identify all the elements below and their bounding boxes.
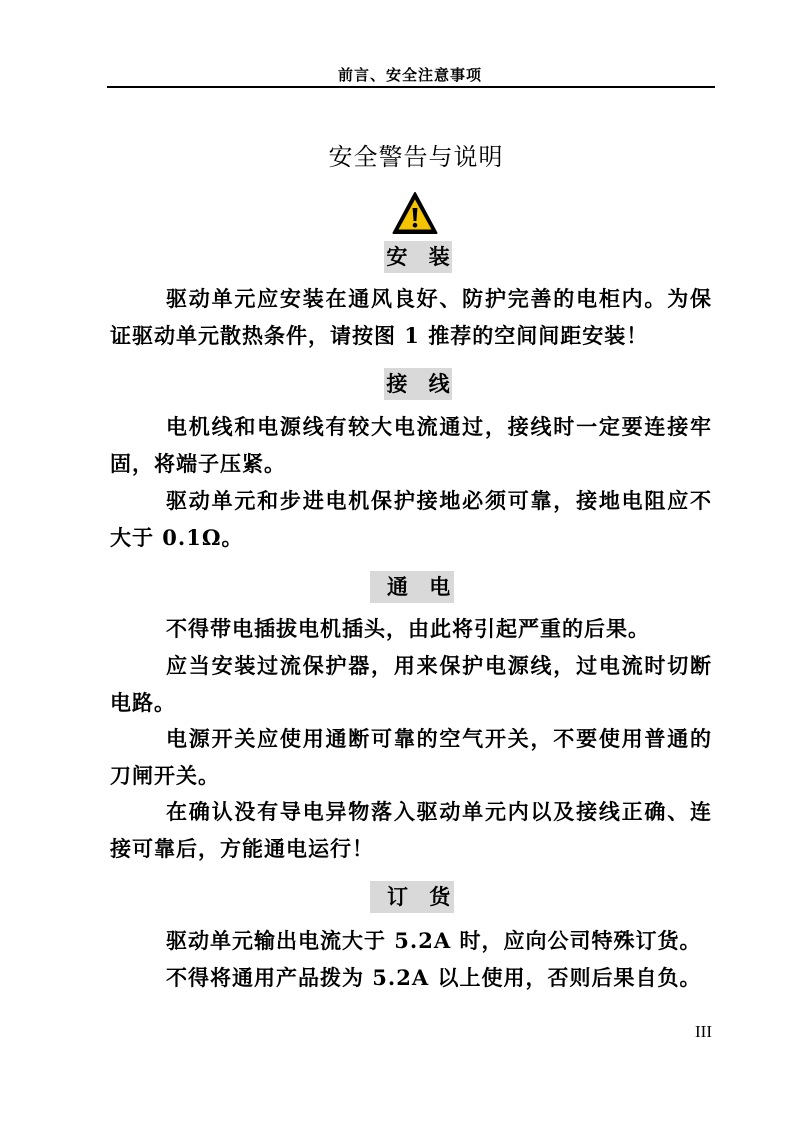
paragraph [110, 647, 712, 721]
paragraph-line: 电源开关应使用通断可靠的空气开关，不要使用普通的 [166, 726, 712, 751]
warning-triangle-icon [392, 191, 438, 235]
paragraph-line: 不得将通用产品拨为 5.2A 以上使用，否则后果自负。 [166, 965, 702, 990]
section-heading-ordering: 订 货 [370, 881, 454, 913]
page-number: III [695, 1022, 712, 1041]
running-header: 前言、安全注意事项 [337, 66, 482, 84]
paragraph-line: 证驱动单元散热条件，请按图 1 推荐的空间间距安装！ [110, 323, 649, 348]
header-rule [107, 86, 715, 88]
paragraph-line: 在确认没有导电异物落入驱动单元内以及接线正确、连 [166, 799, 712, 824]
paragraph [110, 408, 712, 482]
paragraph-line: 固，将端子压紧。 [110, 451, 286, 476]
paragraph-line: 接可靠后，方能通电运行！ [110, 836, 374, 861]
paragraph-line: 电路。 [110, 690, 176, 715]
paragraph [110, 720, 712, 794]
section-heading-power-on: 通 电 [370, 571, 454, 603]
paragraph-line: 大于 0.1Ω。 [110, 525, 244, 550]
paragraph [110, 793, 712, 867]
paragraph [110, 922, 712, 959]
paragraph-line: 驱动单元和步进电机保护接地必须可靠，接地电阻应不 [166, 488, 712, 513]
paragraph [110, 482, 712, 556]
paragraph-line: 刀闸开关。 [110, 763, 220, 788]
paragraph [110, 959, 712, 996]
paragraph-line: 驱动单元应安装在通风良好、防护完善的电柜内。为保 [166, 286, 712, 311]
section-heading-wiring: 接 线 [384, 368, 452, 400]
paragraph-line: 不得带电插拔电机插头，由此将引起严重的后果。 [166, 616, 650, 641]
page-title: 安全警告与说明 [328, 143, 504, 171]
paragraph [110, 610, 712, 647]
paragraph-line: 驱动单元输出电流大于 5.2A 时，应向公司特殊订货。 [166, 928, 702, 953]
paragraph-line: 电机线和电源线有较大电流通过，接线时一定要连接牢 [166, 414, 712, 439]
section-heading-install: 安 装 [384, 241, 452, 273]
paragraph [110, 280, 712, 354]
paragraph-line: 应当安装过流保护器，用来保护电源线，过电流时切断 [166, 653, 712, 678]
